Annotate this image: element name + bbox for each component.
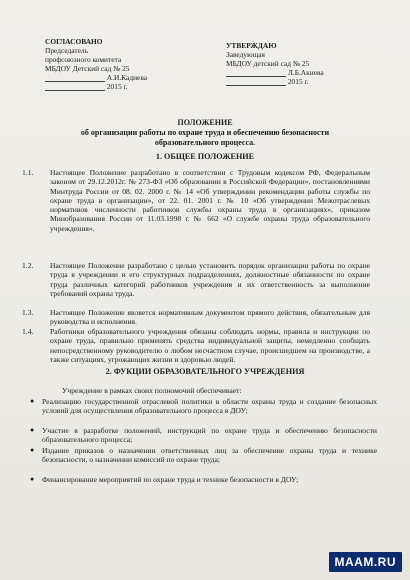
watermark-logo: MAAM.RU xyxy=(329,552,403,572)
approval-date-line xyxy=(226,77,366,86)
list-item xyxy=(30,397,377,416)
item-number: 1.4. xyxy=(22,327,34,336)
approval-line: Председатель xyxy=(45,46,88,55)
item-number: 1.2. xyxy=(22,261,34,270)
approval-date-line xyxy=(45,82,195,91)
list-item xyxy=(30,426,377,445)
subtitle-line-1: об организации работы по охране труда и обеспечению безопасности xyxy=(80,128,330,137)
date-blank xyxy=(45,83,105,91)
signature-blank xyxy=(45,74,105,82)
list-item-text: Финансирование мероприятий по охране труда и технике безопасности в ДОУ; xyxy=(42,475,299,484)
section-heading: 1. ОБЩЕЕ ПОЛОЖЕНИЕ xyxy=(155,152,255,161)
document-subtitle xyxy=(30,128,380,147)
paragraph-item: Настоящее Положение разработано с целью установить порядок организации работы по охране труда в учреждении и его структурных подразделениях, должностные обязанности по охране труда различных категорий работников учреждения и их ответственность за выполнение требований охраны труда. xyxy=(50,261,370,298)
approval-date: 2015 г. xyxy=(287,77,309,86)
approval-signature-line xyxy=(45,73,195,82)
section-heading: 2. ФУКЦИИ ОБРАЗОВАТЕЛЬНОГО УЧРЕЖДЕНИЯ xyxy=(105,367,305,376)
bullet-icon: ● xyxy=(30,446,35,454)
approval-date: 2015 г. xyxy=(106,82,128,91)
item-number: 1.3. xyxy=(22,308,34,317)
approval-line: профсоюзного комитета xyxy=(45,55,122,64)
bullet-icon: ● xyxy=(30,426,35,434)
approval-block-left xyxy=(45,37,195,91)
bullet-icon: ● xyxy=(30,475,35,483)
signature-blank xyxy=(226,69,286,77)
paragraph-item: Настоящее Положение разработано в соответствии с Трудовым кодексом РФ, Федеральным законом от 29.12.2012г. № 273-ФЗ «Об образовании в Российской Федерации», постановлениями Минтруда России от 08. 02. 2000 г. № 14 «Об утверждении рекомендации работы службы по охране труда в организации», от 22. 01. 2001 г. № 10 «Об утверждении Межотраслевых нормативов численности работников службы охраны труда в организациях», приказом Минобразования России от 11.03.1998 г. № 662 «О службе охраны труда образовательного учреждения». xyxy=(50,168,370,233)
document-title: ПОЛОЖЕНИЕ xyxy=(177,118,233,127)
paragraph-item: Настоящее Положение является нормативным документом прямого действия, обязательным для руководства и исполнения. xyxy=(50,308,370,327)
approval-signature-line xyxy=(226,68,366,77)
list-item xyxy=(30,475,377,484)
approval-heading-left: СОГЛАСОВАНО xyxy=(45,37,103,46)
list-item-text: Реализацию государственной отраслевой политики в области охраны труда и создание безопасных условий для осуществления образовательного процесса в ДОУ; xyxy=(42,397,377,416)
approval-heading-right: УТВЕРЖДАЮ xyxy=(226,41,277,50)
approval-line: МБДОУ Детский сад № 25 xyxy=(45,64,130,73)
date-blank xyxy=(226,78,286,86)
approval-line: Заведующая xyxy=(226,50,265,59)
list-item xyxy=(30,446,377,465)
signer-name: Л.Б.Акиева xyxy=(287,68,324,77)
paragraph-item: Работники образовательного учреждения обязаны соблюдать нормы, правила и инструкции по охране труда, правильно применять средства индивидуальной защиты, немедленно сообщать непосредственному руководителю о любом несчастном случае, происшедшем на производстве, а также ситуациях, угрожающих жизни и здоровью людей. xyxy=(50,327,370,364)
list-item-text: Участие в разработке положений, инструкций по охране труда и обеспечению безопасности образовательного процесса; xyxy=(42,426,377,445)
subtitle-line-2: образовательного процесса. xyxy=(154,137,256,147)
approval-block-right xyxy=(226,41,366,86)
approval-line: МБДОУ детский сад № 25 xyxy=(226,59,310,68)
bullet-icon: ● xyxy=(30,397,35,405)
section-lead: Учреждение в рамках своих полномочий обеспечивает: xyxy=(62,386,242,395)
list-item-text: Издание приказов о назначении ответственных лиц за обеспечение охраны труда и технике безопасности, о назначении комиссий по охране труда; xyxy=(42,446,377,465)
signer-name: А.И.Кадиева xyxy=(106,73,148,82)
item-number: 1.1. xyxy=(22,168,34,177)
